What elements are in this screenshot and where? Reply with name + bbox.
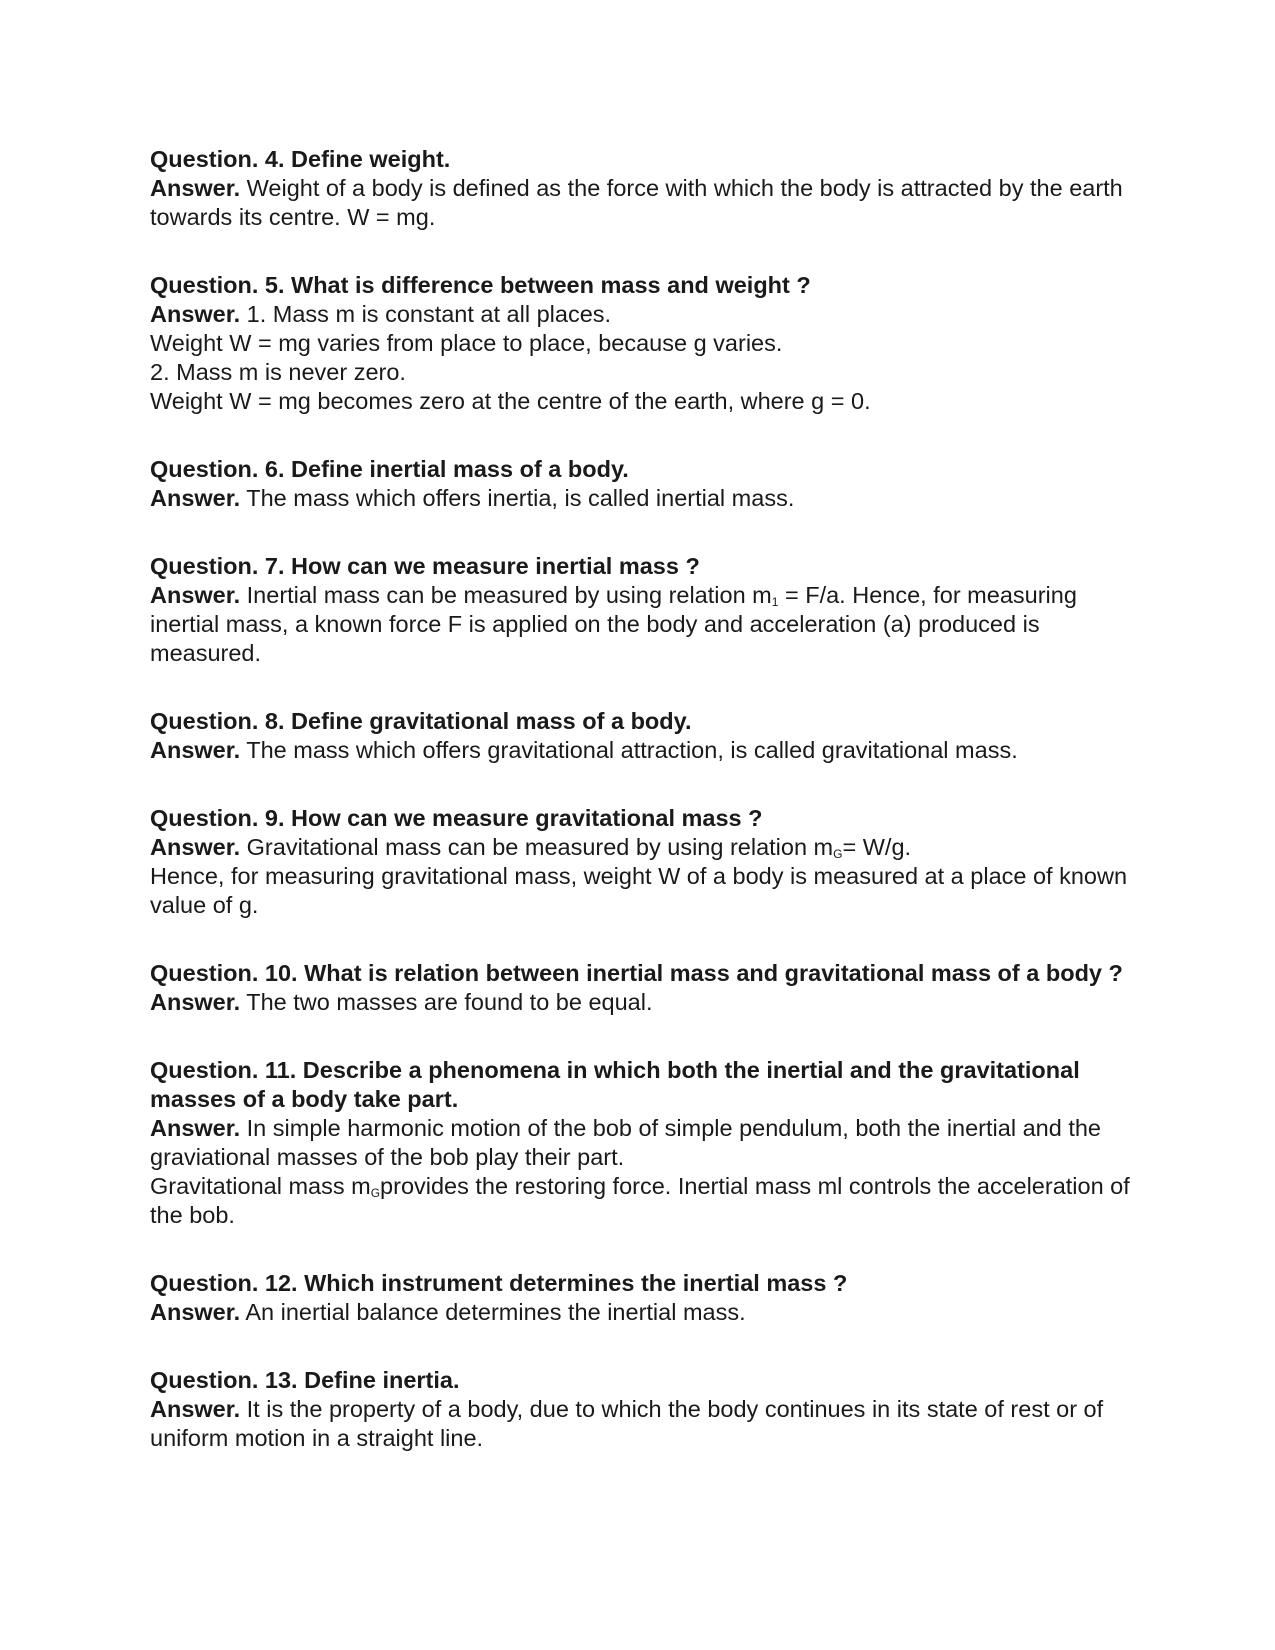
answer-label: Answer. <box>150 301 241 327</box>
answer-label: Answer. <box>150 1396 241 1422</box>
question-text: Question. 6. Define inertial mass of a body. <box>150 456 629 482</box>
answer-line: Gravitational mass $m_Gprovides$ the restoring force. Inertial mass ml controls the acceleration of the bob. <box>150 1173 1130 1228</box>
answer-text: Answer. The mass which offers gravitational attraction, is called gravitational mass. <box>150 737 1018 763</box>
subscript: G <box>370 1186 381 1200</box>
answer-label: Answer. <box>150 834 241 860</box>
subscript: G <box>833 847 843 861</box>
question-text: Question. 8. Define gravitational mass of a body. <box>150 708 692 734</box>
answer-label: Answer. <box>150 175 241 201</box>
answer-text: Answer. The two masses are found to be equal. <box>150 989 653 1015</box>
answer-text: Answer. Inertial mass can be measured by using relation $m_1 = F/a$. Hence, for measuring inertial mass, a known force F is applied on the body and acceleration (a) produced is measured. <box>150 582 1077 666</box>
question-text: Question. 13. Define inertia. <box>150 1367 460 1393</box>
question-text: Question. 12. Which instrument determines the inertial mass ? <box>150 1270 848 1296</box>
answer-text: Answer. It is the property of a body, due to which the body continues in its state of rest or of uniform motion in a straight line. <box>150 1396 1104 1451</box>
answer-text: Answer. An inertial balance determines the inertial mass. <box>150 1299 746 1325</box>
question-text: Question. 5. What is difference between mass and weight ? <box>150 272 811 298</box>
answer-label: Answer. <box>150 989 241 1015</box>
qa-item <box>150 1366 1130 1453</box>
qa-item <box>150 1269 1130 1327</box>
qa-item <box>150 804 1130 920</box>
qa-item <box>150 145 1130 232</box>
question-text: Question. 11. Describe a phenomena in which both the inertial and the gravitational masses of a body take part. <box>150 1057 1080 1112</box>
answer-line: Weight W = mg becomes zero at the centre of the earth, where g = 0. <box>150 388 871 414</box>
answer-text: Answer. Gravitational mass can be measured by using relation $m_G= W/g$. <box>150 834 912 861</box>
question-text: Question. 10. What is relation between inertial mass and gravitational mass of a body ? <box>150 960 1123 986</box>
answer-text: Answer. In simple harmonic motion of the bob of simple pendulum, both the inertial and the graviational masses of the bob play their part. <box>150 1115 1101 1170</box>
answer-line: Hence, for measuring gravitational mass, weight W of a body is measured at a place of known value of g. <box>150 863 1128 918</box>
question-text: Question. 4. Define weight. <box>150 146 451 172</box>
qa-item <box>150 707 1130 765</box>
qa-item <box>150 1056 1130 1230</box>
answer-label: Answer. <box>150 737 241 763</box>
question-text: Question. 9. How can we measure gravitational mass ? <box>150 805 763 831</box>
qa-item <box>150 552 1130 668</box>
subscript: 1 <box>771 595 779 609</box>
qa-item <box>150 959 1130 1017</box>
qa-item <box>150 271 1130 416</box>
answer-line: 2. Mass m is never zero. <box>150 359 406 385</box>
qa-item <box>150 455 1130 513</box>
answer-text: Answer. Weight of a body is defined as the force with which the body is attracted by the earth towards its centre. W = mg. <box>150 175 1123 230</box>
answer-label: Answer. <box>150 1115 241 1141</box>
document-page <box>150 145 1130 1492</box>
answer-text: Answer. The mass which offers inertia, is called inertial mass. <box>150 485 795 511</box>
answer-label: Answer. <box>150 582 241 608</box>
answer-line: Weight W = mg varies from place to place, because g varies. <box>150 330 783 356</box>
answer-label: Answer. <box>150 485 241 511</box>
question-text: Question. 7. How can we measure inertial mass ? <box>150 553 700 579</box>
answer-text: Answer. 1. Mass m is constant at all places. <box>150 301 612 327</box>
answer-label: Answer. <box>150 1299 241 1325</box>
